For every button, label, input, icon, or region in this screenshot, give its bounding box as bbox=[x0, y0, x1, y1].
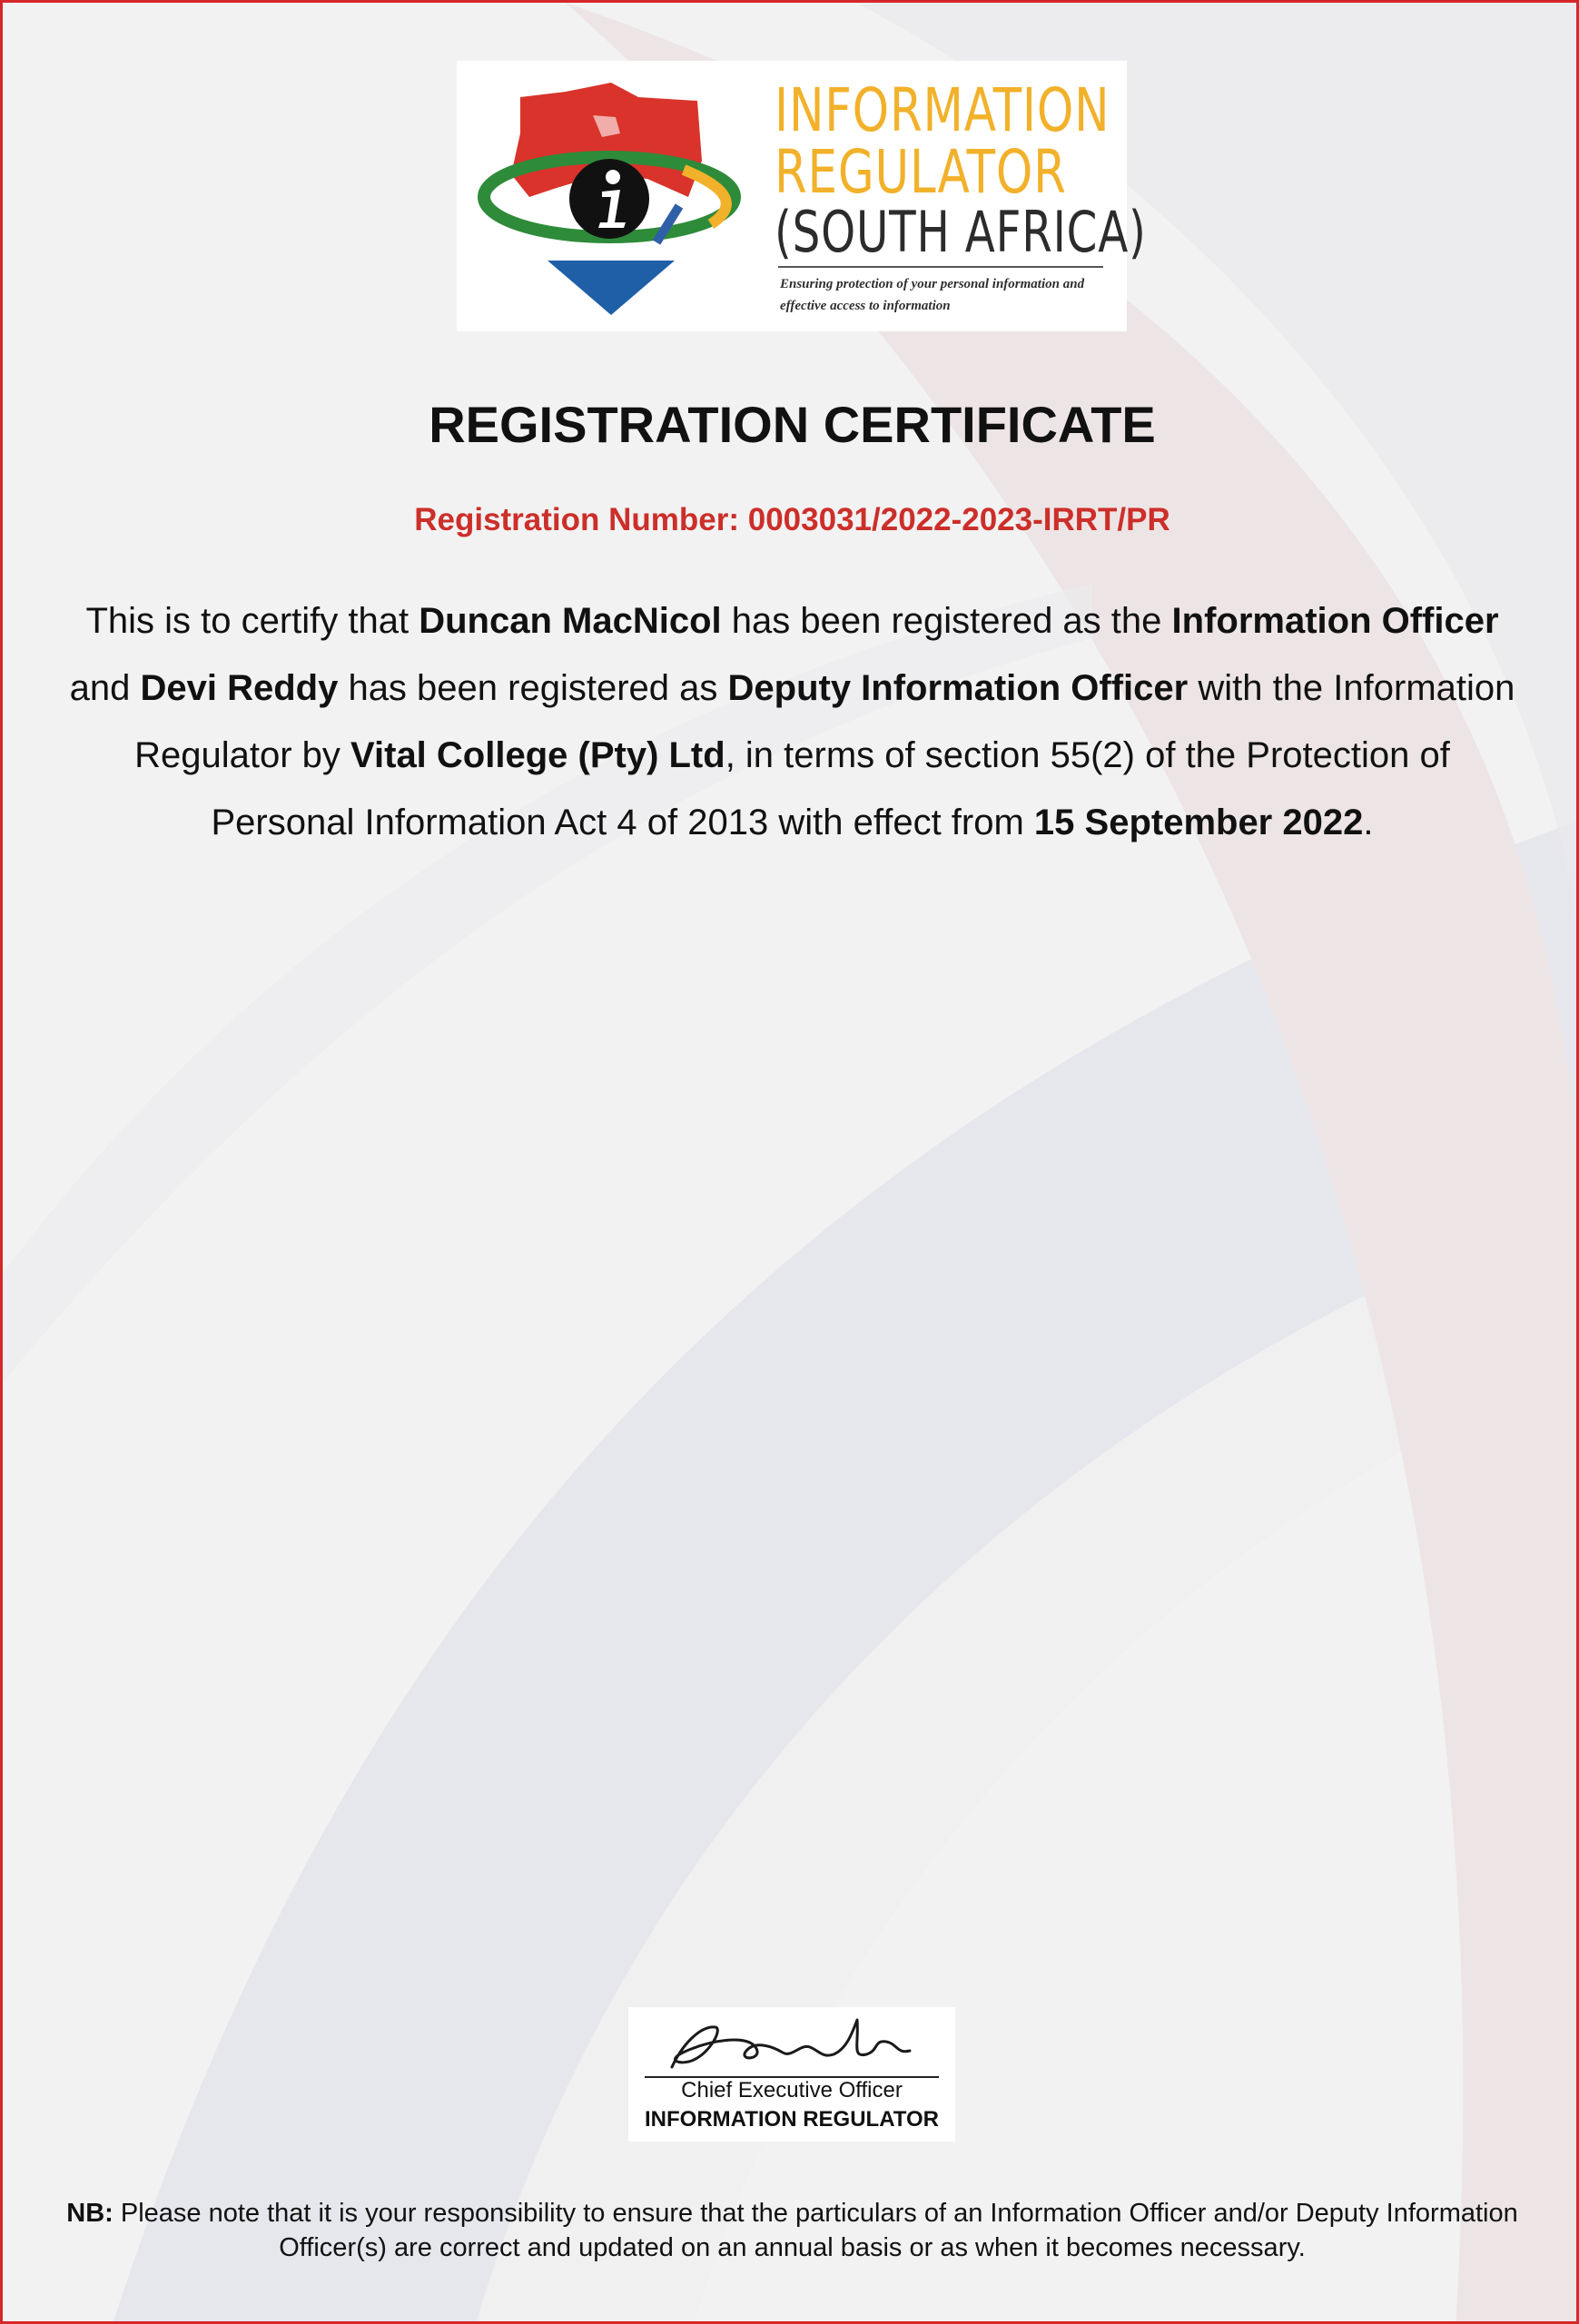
body-text-5: with the Information Regulator by bbox=[134, 668, 1515, 775]
officer-role: Information Officer bbox=[1171, 601, 1499, 641]
signature-image bbox=[628, 2007, 955, 2080]
signatory-organization: INFORMATION REGULATOR bbox=[645, 2107, 939, 2132]
logo-title-line-2: REGULATOR bbox=[775, 137, 1067, 207]
nb-text: Please note that it is your responsibility to ensure that the particulars of an Information Officer and/or Deputy Information Officer(s) are correct and updated on an annual basis or as when it becomes necessary. bbox=[113, 2199, 1518, 2262]
signature-block bbox=[628, 2007, 955, 2142]
body-text-6: , in terms of section 55(2) of the Protection of Personal Information Act 4 of 2013 with effect from bbox=[211, 735, 1450, 842]
info-icon bbox=[457, 61, 765, 331]
body-text-4: has been registered as bbox=[338, 668, 728, 708]
effective-date: 15 September 2022 bbox=[1033, 803, 1364, 842]
certificate-title: REGISTRATION CERTIFICATE bbox=[429, 396, 1156, 453]
body-text-3: and bbox=[69, 668, 141, 708]
logo-divider bbox=[778, 266, 1103, 268]
deputy-name: Devi Reddy bbox=[140, 668, 339, 708]
background-watermark bbox=[3, 3, 1579, 2324]
body-text-1: This is to certify that bbox=[85, 601, 419, 641]
company-name: Vital College (Pty) Ltd bbox=[350, 735, 725, 775]
information-regulator-logo bbox=[457, 61, 1147, 331]
registration-number: Registration Number: 0003031/2022-2023-IRRT/PR bbox=[414, 502, 1170, 537]
nb-note bbox=[57, 2196, 1527, 2265]
logo-tagline: Ensuring protection of your personal information and effective access to information bbox=[780, 277, 1085, 313]
logo-title-line-1: INFORMATION bbox=[775, 75, 1110, 145]
officer-name: Duncan MacNicol bbox=[419, 601, 722, 641]
body-text-2: has been registered as the bbox=[721, 601, 1172, 641]
logo-title-line-3: (SOUTH AFRICA) bbox=[775, 199, 1147, 265]
deputy-role: Deputy Information Officer bbox=[727, 668, 1189, 708]
certificate-body bbox=[66, 587, 1518, 856]
nb-label: NB: bbox=[66, 2199, 113, 2228]
signatory-title: Chief Executive Officer bbox=[681, 2078, 903, 2102]
body-text-7: . bbox=[1363, 803, 1374, 842]
